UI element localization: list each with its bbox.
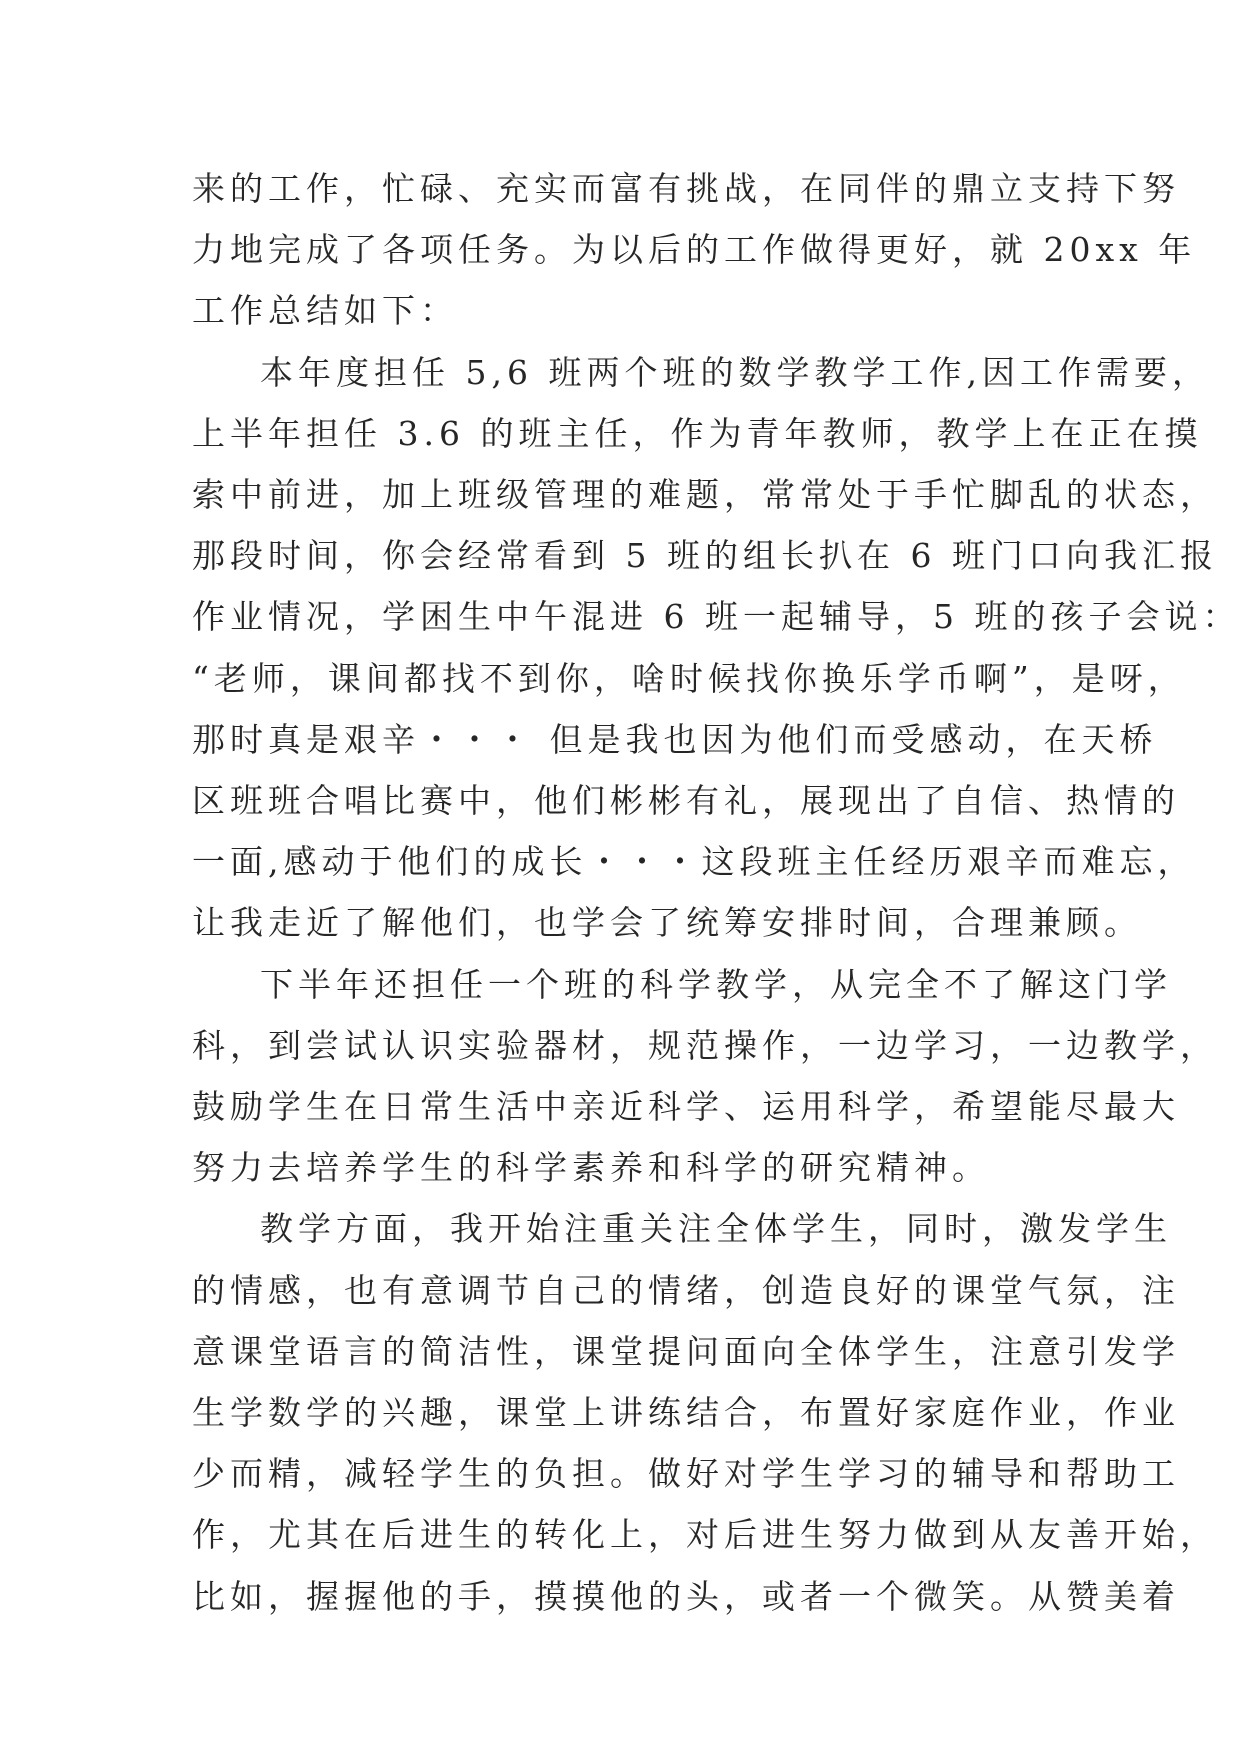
text-line: 那时真是艰辛・・・ 但是我也因为他们而受感动，在天桥 — [192, 719, 1158, 759]
text-line: 下半年还担任一个班的科学教学，从完全不了解这门学 — [260, 964, 1172, 1004]
text-line: 本年度担任 5,6 班两个班的数学教学工作,因工作需要， — [260, 352, 1210, 392]
document-body — [192, 158, 1241, 1627]
text-line: 的情感，也有意调节自己的情绪，创造良好的课堂气氛，注 — [192, 1270, 1180, 1310]
text-line: 工作总结如下： — [192, 291, 458, 331]
text-line: 少而精，减轻学生的负担。做好对学生学习的辅导和帮助工 — [192, 1454, 1180, 1494]
text-line: 一面,感动于他们的成长・・・这段班主任经历艰辛而难忘， — [192, 842, 1196, 882]
text-line: 意课堂语言的简洁性，课堂提问面向全体学生，注意引发学 — [192, 1331, 1180, 1371]
text-line: 教学方面，我开始注重关注全体学生，同时，激发学生 — [260, 1209, 1172, 1249]
text-line: 来的工作，忙碌、充实而富有挑战，在同伴的鼎立支持下努 — [192, 169, 1180, 208]
text-line: 上半年担任 3.6 的班主任，作为青年教师，教学上在正在摸 — [192, 413, 1203, 453]
text-line: 那段时间，你会经常看到 5 班的组长扒在 6 班门口向我汇报 — [192, 536, 1218, 576]
text-line: 科，到尝试认识实验器材，规范操作，一边学习，一边教学， — [192, 1025, 1218, 1065]
text-line: 鼓励学生在日常生活中亲近科学、运用科学，希望能尽最大 — [192, 1087, 1180, 1127]
text-line: 作，尤其在后进生的转化上，对后进生努力做到从友善开始， — [192, 1515, 1218, 1555]
text-line: 作业情况，学困生中午混进 6 班一起辅导，5 班的孩子会说： — [192, 597, 1241, 637]
text-line: 让我走近了解他们，也学会了统筹安排时间，合理兼顾。 — [192, 903, 1142, 943]
text-line: 索中前进，加上班级管理的难题，常常处于手忙脚乱的状态， — [192, 475, 1218, 515]
text-line: 比如，握握他的手，摸摸他的头，或者一个微笑。从赞美着 — [192, 1576, 1180, 1616]
text-line: 生学数学的兴趣，课堂上讲练结合，布置好家庭作业，作业 — [192, 1393, 1180, 1433]
text-line: 区班班合唱比赛中，他们彬彬有礼，展现出了自信、热情的 — [192, 781, 1180, 821]
text-line: 努力去培养学生的科学素养和科学的研究精神。 — [192, 1148, 990, 1188]
text-line: “老师，课间都找不到你，啥时候找你换乐学币啊”，是呀， — [192, 658, 1186, 698]
text-line: 力地完成了各项任务。为以后的工作做得更好，就 20xx 年 — [192, 230, 1197, 270]
